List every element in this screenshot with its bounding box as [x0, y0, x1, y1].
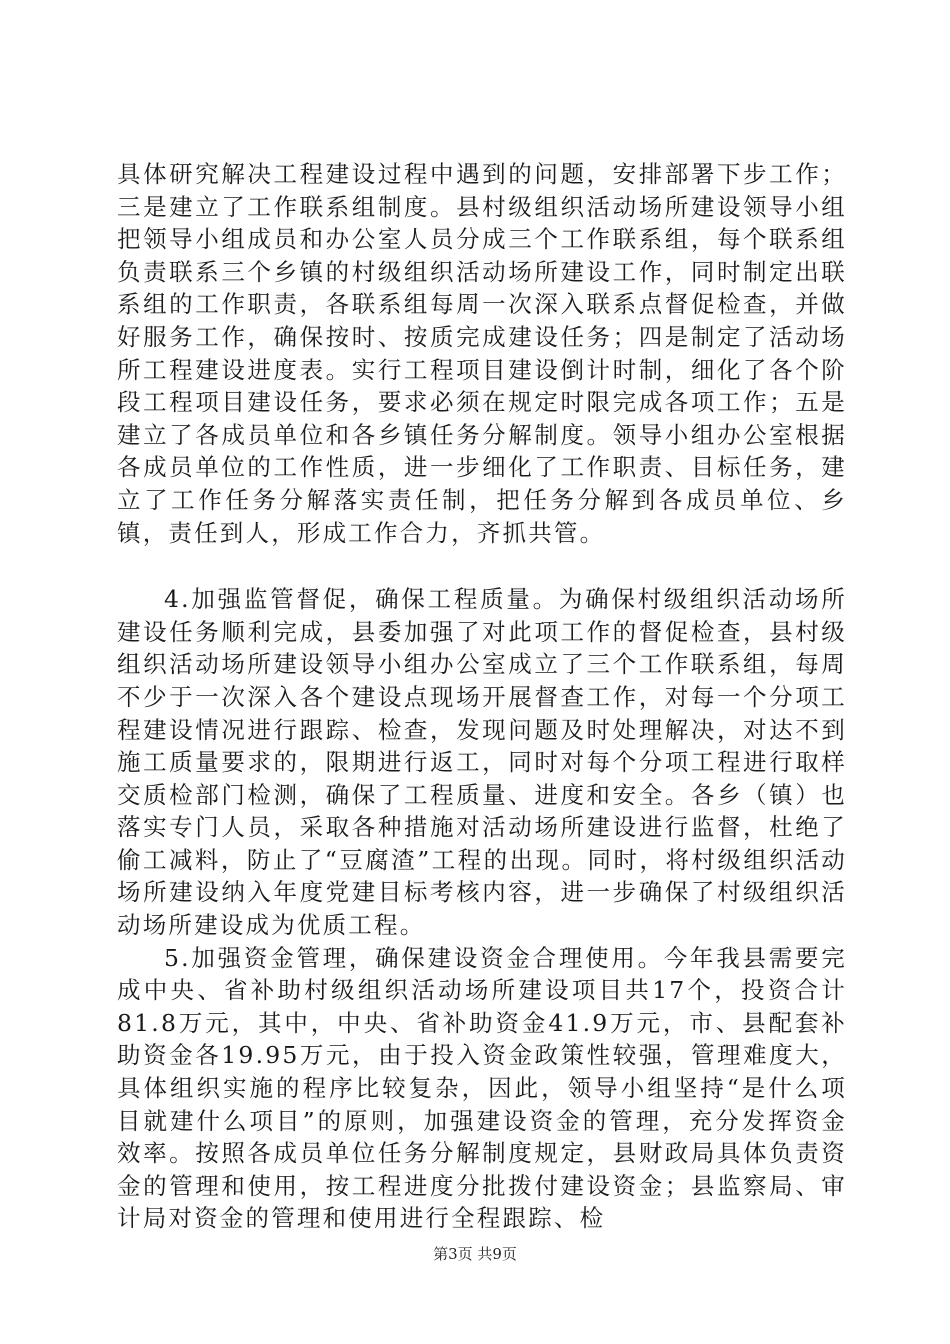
- paragraph-supervision: 4.加强监管督促，确保工程质量。为确保村级组织活动场所建设任务顺利完成，县委加强了对此项工作的督促检查，县村级组织活动场所建设领导小组办公室成立了三个工作联系组，每周不少于一次深入各个建设点现场开展督查工作，对每一个分项工程建设情况进行跟踪、检查，发现问题及时处理解决，对达不到施工质量要求的，限期进行返工，同时对每个分项工程进行取样交质检部门检测，确保了工程质量、进度和安全。各乡（镇）也落实专门人员，采取各种措施对活动场所建设进行监督，杜绝了偷工减料，防止了“豆腐渣”工程的出现。同时，将村级组织活动场所建设纳入年度党建目标考核内容，进一步确保了村级组织活动场所建设成为优质工程。: [117, 585, 847, 940]
- paragraph-gap: [117, 549, 847, 583]
- paragraph-continued: 具体研究解决工程建设过程中遇到的问题，安排部署下步工作；三是建立了工作联系组制度。县村级组织活动场所建设领导小组把领导小组成员和办公室人员分成三个工作联系组，每个联系组负责联系三个乡镇的村级组织活动场所建设工作，同时制定出联系组的工作职责，各联系组每周一次深入联系点督促检查，并做好服务工作，确保按时、按质完成建设任务；四是制定了活动场所工程建设进度表。实行工程项目建设倒计时制，细化了各个阶段工程项目建设任务，要求必须在规定时限完成各项工作；五是建立了各成员单位和各乡镇任务分解制度。领导小组办公室根据各成员单位的工作性质，进一步细化了工作职责、目标任务，建立了工作任务分解落实责任制，把任务分解到各成员单位、乡镇，责任到人，形成工作合力，齐抓共管。: [117, 160, 847, 547]
- paragraph-funds: 5.加强资金管理，确保建设资金合理使用。今年我县需要完成中央、省补助村级组织活动场所建设项目共17个，投资合计81.8万元，其中，中央、省补助资金41.9万元，市、县配套补助资金各19.95万元，由于投入资金政策性较强，管理难度大，具体组织实施的程序比较复杂，因此，领导小组坚持“是什么项目就建什么项目”的原则，加强建设资金的管理，充分发挥资金效率。按照各成员单位任务分解制度规定，县财政局具体负责资金的管理和使用，按工程进度分批拨付建设资金；县监察局、审计局对资金的管理和使用进行全程跟踪、检: [117, 943, 847, 1233]
- page-footer: 第3页 共9页: [433, 1245, 517, 1263]
- document-body: [117, 158, 847, 1235]
